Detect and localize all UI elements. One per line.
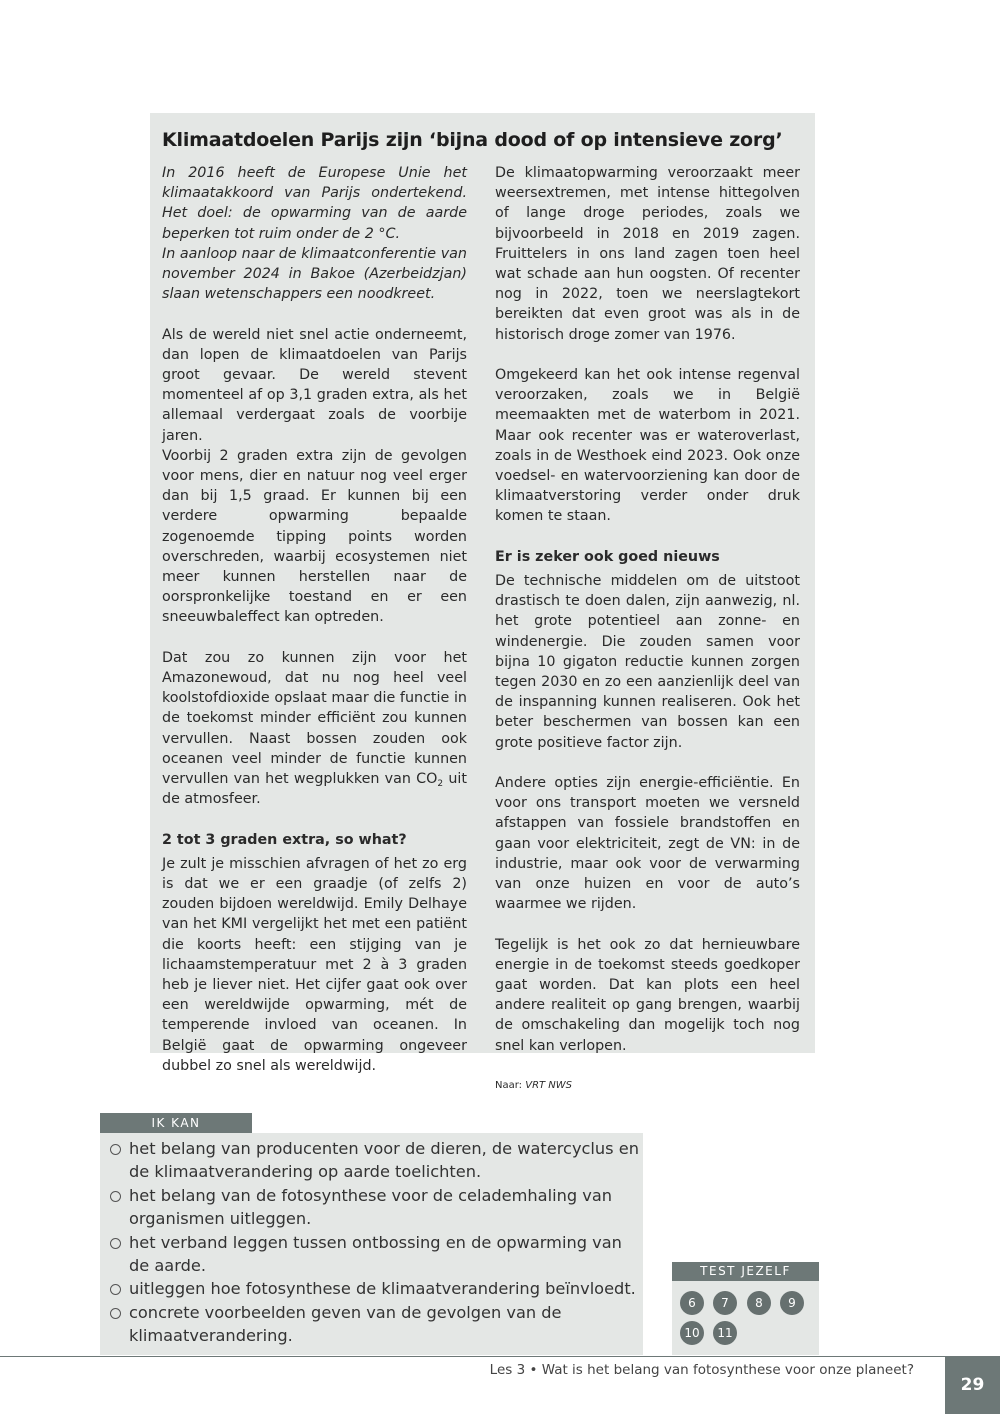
article-column-left — [162, 163, 467, 1076]
ik-kan-list — [110, 1137, 643, 1348]
section-heading: 2 tot 3 graden extra, so what? — [162, 831, 407, 848]
footer-divider — [0, 1356, 945, 1357]
body-paragraph: Tegelijk is het ook zo dat hernieuwbare energie in de toekomst steeds goedkoper gaat worden. Dat kan plots een heel andere realiteit op gang brengen, waarbij de omschakeling dan mogelijk toch nog snel kan verlopen. — [495, 936, 800, 1054]
test-jezelf-label: TEST JEZELF — [672, 1262, 819, 1281]
article-column-right — [495, 163, 800, 1096]
ik-kan-box — [100, 1133, 643, 1355]
body-paragraph: Je zult je misschien afvragen of het zo erg is dat we er een graadje (of zelfs 2) zouden bijdoen wereldwijd. Emily Delhaye van het KMI vergelijkt het met een patiënt die koorts heeft: een stijging van je lichaamstemperatuur met 2 à 3 graden heb je liever niet. Het cijfer gaat ook over een wereldwijde opwarming, mét de temperende invloed van oceanen. In België gaat de opwarming ongeveer dubbel zo snel als wereldwijd. — [162, 855, 467, 1074]
intro-paragraph: In 2016 heeft de Europese Unie het klimaatakkoord van Parijs ondertekend. Het doel: de opwarming van de aarde beperken tot ruim onder de 2 °C. — [162, 165, 467, 242]
article-source: Naar: VRT NWS — [495, 1079, 573, 1091]
body-paragraph: Dat zou zo kunnen zijn voor het Amazonewoud, dat nu nog heel veel koolstofdioxide opslaat maar die functie in de toekomst minder efficiënt zou kunnen vervullen. Naast bossen zouden ook oceanen veel minder de functie kunnen vervullen van het wegplukken van $CO_2$ uit de atmosfeer. — [162, 649, 467, 808]
page-number: 29 — [945, 1356, 1000, 1414]
footer-lesson-title: Les 3 • Wat is het belang van fotosynthese voor onze planeet? — [489, 1362, 914, 1378]
body-paragraph: De klimaatopwarming veroorzaakt meer weersextremen, met intense hittegolven of lange droge periodes, zoals we bijvoorbeeld in 2018 en 2019 zagen. Fruittelers in ons land zagen toen heel wat schade aan hun oogsten. Of recenter nog in 2022, toen we neerslagtekort bereikten dat even groot was als in de historisch droge zomer van 1976. — [495, 165, 800, 343]
article-title: Klimaatdoelen Parijs zijn ‘bijna dood of op intensieve zorg’ — [162, 129, 783, 151]
test-number-badge[interactable]: 7 — [713, 1291, 737, 1315]
ik-kan-item: het belang van de fotosynthese voor de celademhaling van organismen uitleggen. — [110, 1184, 643, 1231]
body-paragraph: Als de wereld niet snel actie onderneemt, dan lopen de klimaatdoelen van Parijs groot gevaar. De wereld stevent momenteel af op 3,1 graden extra, als het allemaal verdergaat zoals de voorbije jaren. — [162, 326, 467, 444]
ik-kan-item: uitleggen hoe fotosynthese de klimaatverandering beïnvloedt. — [110, 1277, 643, 1300]
ik-kan-item: het verband leggen tussen ontbossing en de opwarming van de aarde. — [110, 1231, 643, 1278]
ik-kan-item: concrete voorbeelden geven van de gevolgen van de klimaatverandering. — [110, 1301, 643, 1348]
test-number-badge[interactable]: 11 — [713, 1321, 737, 1345]
test-number-badge[interactable]: 9 — [780, 1291, 804, 1315]
body-paragraph: De technische middelen om de uitstoot drastisch te doen dalen, zijn aanwezig, nl. het grote potentieel aan zonne- en windenergie. Die zouden samen voor bijna 10 gigaton reductie kunnen zorgen tegen 2030 en zo een aanzienlijk deel van de inspanning kunnen realiseren. Ook het beter beschermen van bossen kan een grote positieve factor zijn. — [495, 573, 800, 751]
body-paragraph: Andere opties zijn energie-efficiëntie. En voor ons transport moeten we versneld afstappen van fossiele brandstoffen en gaan voor elektriciteit, zegt de VN: in de industrie, maar ook voor de verwarming van onze huizen en voor de auto’s waarmee we rijden. — [495, 775, 800, 913]
test-number-badge[interactable]: 6 — [680, 1291, 704, 1315]
ik-kan-item: het belang van producenten voor de dieren, de watercyclus en de klimaatverandering op aarde toelichten. — [110, 1137, 643, 1184]
section-heading: Er is zeker ook goed nieuws — [495, 548, 720, 565]
test-number-badge[interactable]: 8 — [747, 1291, 771, 1315]
body-paragraph: Voorbij 2 graden extra zijn de gevolgen voor mens, dier en natuur nog veel erger dan bij 1,5 graad. Er kunnen bij een verdere opwarming bepaalde zogenoemde tipping points worden overschreden, waarbij ecosystemen niet meer kunnen herstellen naar de oorspronkelijke toestand en er een sneeuwbaleffect kan optreden. — [162, 447, 467, 626]
body-paragraph: Omgekeerd kan het ook intense regenval veroorzaken, zoals we in België meemaakten met de waterbom in 2021. Maar ook recenter was er wateroverlast, zoals in de Westhoek eind 2023. Ook onze voedsel- en watervoorziening kan door de klimaatverstoring verder onder druk komen te staan. — [495, 367, 800, 525]
intro-paragraph: In aanloop naar de klimaatconferentie van november 2024 in Bakoe (Azerbeidzjan) slaan wetenschappers een noodkreet. — [162, 245, 467, 303]
ik-kan-label: IK KAN — [100, 1113, 252, 1133]
test-number-badge[interactable]: 10 — [680, 1321, 704, 1345]
article-panel — [150, 113, 815, 1091]
test-jezelf-box — [672, 1281, 819, 1355]
